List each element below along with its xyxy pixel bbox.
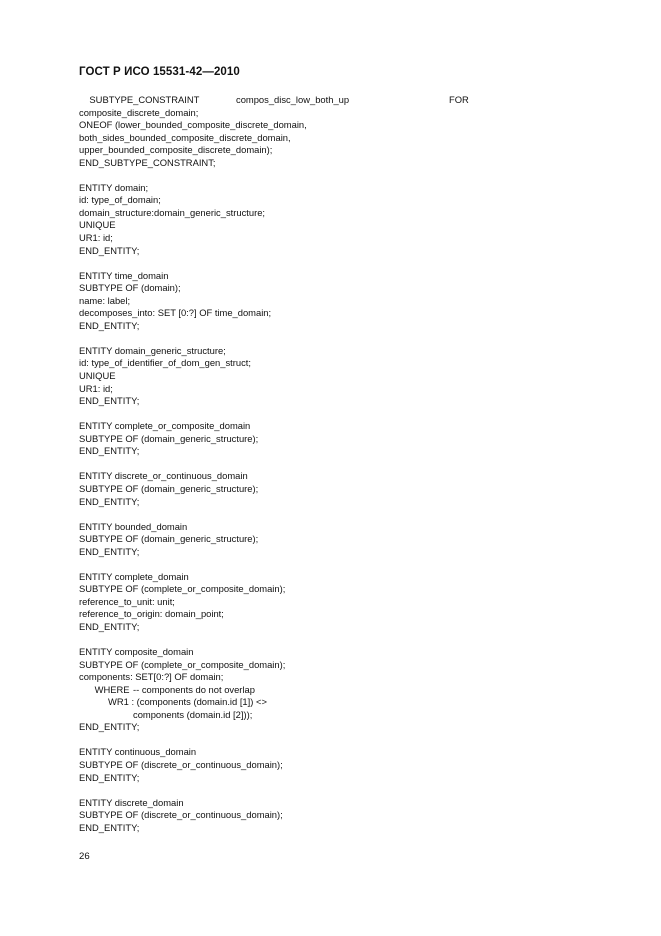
code-line: composite_discrete_domain; (79, 106, 199, 118)
code-line: UR1: id; (79, 382, 113, 394)
code-line: SUBTYPE OF (domain); (79, 282, 181, 294)
code-line: components: SET[0:?] OF domain; (79, 671, 224, 683)
code-line: SUBTYPE OF (discrete_or_continuous_domain); (79, 758, 283, 770)
code-line: END_ENTITY; (79, 495, 140, 507)
where-comment: -- components do not overlap (133, 683, 255, 695)
where-keyword: WHERE (94, 683, 130, 695)
entity-time-domain (79, 270, 599, 333)
code-line: END_SUBTYPE_CONSTRAINT; (79, 156, 216, 168)
code-line: reference_to_unit: unit; (79, 595, 175, 607)
code-line: END_ENTITY; (79, 771, 140, 783)
code-line: ENTITY complete_or_composite_domain (79, 420, 251, 432)
code-line: ENTITY discrete_or_continuous_domain (79, 470, 248, 482)
code-line: END_ENTITY; (79, 721, 140, 733)
code-line: ENTITY discrete_domain (79, 796, 184, 808)
code-line: ENTITY continuous_domain (79, 746, 197, 758)
page-number: 26 (79, 851, 90, 862)
subtype-constraint-for: FOR (449, 94, 469, 105)
entity-complete-or-composite-domain (79, 420, 599, 458)
code-line: ENTITY domain_generic_structure; (79, 344, 226, 356)
code-line: SUBTYPE OF (complete_or_composite_domain); (79, 583, 286, 595)
code-line: name: label; (79, 294, 131, 306)
entity-bounded-domain (79, 521, 599, 559)
rule-line: components (domain.id [2])); (133, 708, 253, 720)
entity-domain (79, 182, 599, 257)
code-line: ENTITY bounded_domain (79, 520, 188, 532)
code-line: END_ENTITY; (79, 545, 140, 557)
code-line: END_ENTITY; (79, 395, 140, 407)
code-line: UNIQUE (79, 219, 116, 231)
code-line: SUBTYPE OF (domain_generic_structure); (79, 482, 259, 494)
code-line: SUBTYPE OF (domain_generic_structure); (79, 533, 259, 545)
entity-discrete-domain (79, 797, 599, 835)
express-listing (79, 94, 599, 834)
code-line: upper_bounded_composite_discrete_domain); (79, 144, 273, 156)
subtype-constraint-name: compos_disc_low_both_up (236, 94, 350, 105)
code-line: ENTITY composite_domain (79, 646, 194, 658)
rule-line: WR1 : (components (domain.id [1]) <> (108, 696, 267, 708)
code-line: SUBTYPE OF (discrete_or_continuous_domain); (79, 809, 283, 821)
code-line: END_ENTITY; (79, 319, 140, 331)
code-line: END_ENTITY; (79, 445, 140, 457)
code-line: domain_structure:domain_generic_structure; (79, 206, 266, 218)
where-clause-line (79, 684, 599, 697)
code-line: UNIQUE (79, 370, 116, 382)
code-line: decomposes_into: SET [0:?] OF time_domain; (79, 307, 272, 319)
code-line: both_sides_bounded_composite_discrete_domain, (79, 131, 291, 143)
code-line: END_ENTITY; (79, 620, 140, 632)
code-line: END_ENTITY; (79, 244, 140, 256)
code-line: END_ENTITY; (79, 821, 140, 833)
code-line: UR1: id; (79, 232, 113, 244)
subtype-constraint-keyword: SUBTYPE_CONSTRAINT (89, 94, 200, 105)
code-line: ONEOF (lower_bounded_composite_discrete_domain, (79, 119, 307, 131)
code-line: ENTITY complete_domain (79, 570, 189, 582)
entity-complete-domain (79, 571, 599, 634)
entity-composite-domain (79, 646, 599, 734)
code-line: ENTITY time_domain (79, 269, 169, 281)
entity-discrete-or-continuous-domain (79, 470, 599, 508)
code-line: reference_to_origin: domain_point; (79, 608, 224, 620)
code-line: id: type_of_identifier_of_dom_gen_struct; (79, 357, 251, 369)
code-line: id: type_of_domain; (79, 194, 161, 206)
code-line: ENTITY domain; (79, 181, 149, 193)
subtype-constraint-line (79, 94, 599, 107)
code-line: SUBTYPE OF (domain_generic_structure); (79, 432, 259, 444)
entity-continuous-domain (79, 746, 599, 784)
entity-domain-generic-structure (79, 345, 599, 408)
page-header: ГОСТ Р ИСО 15531-42—2010 (79, 66, 240, 78)
code-line: SUBTYPE OF (complete_or_composite_domain); (79, 658, 286, 670)
